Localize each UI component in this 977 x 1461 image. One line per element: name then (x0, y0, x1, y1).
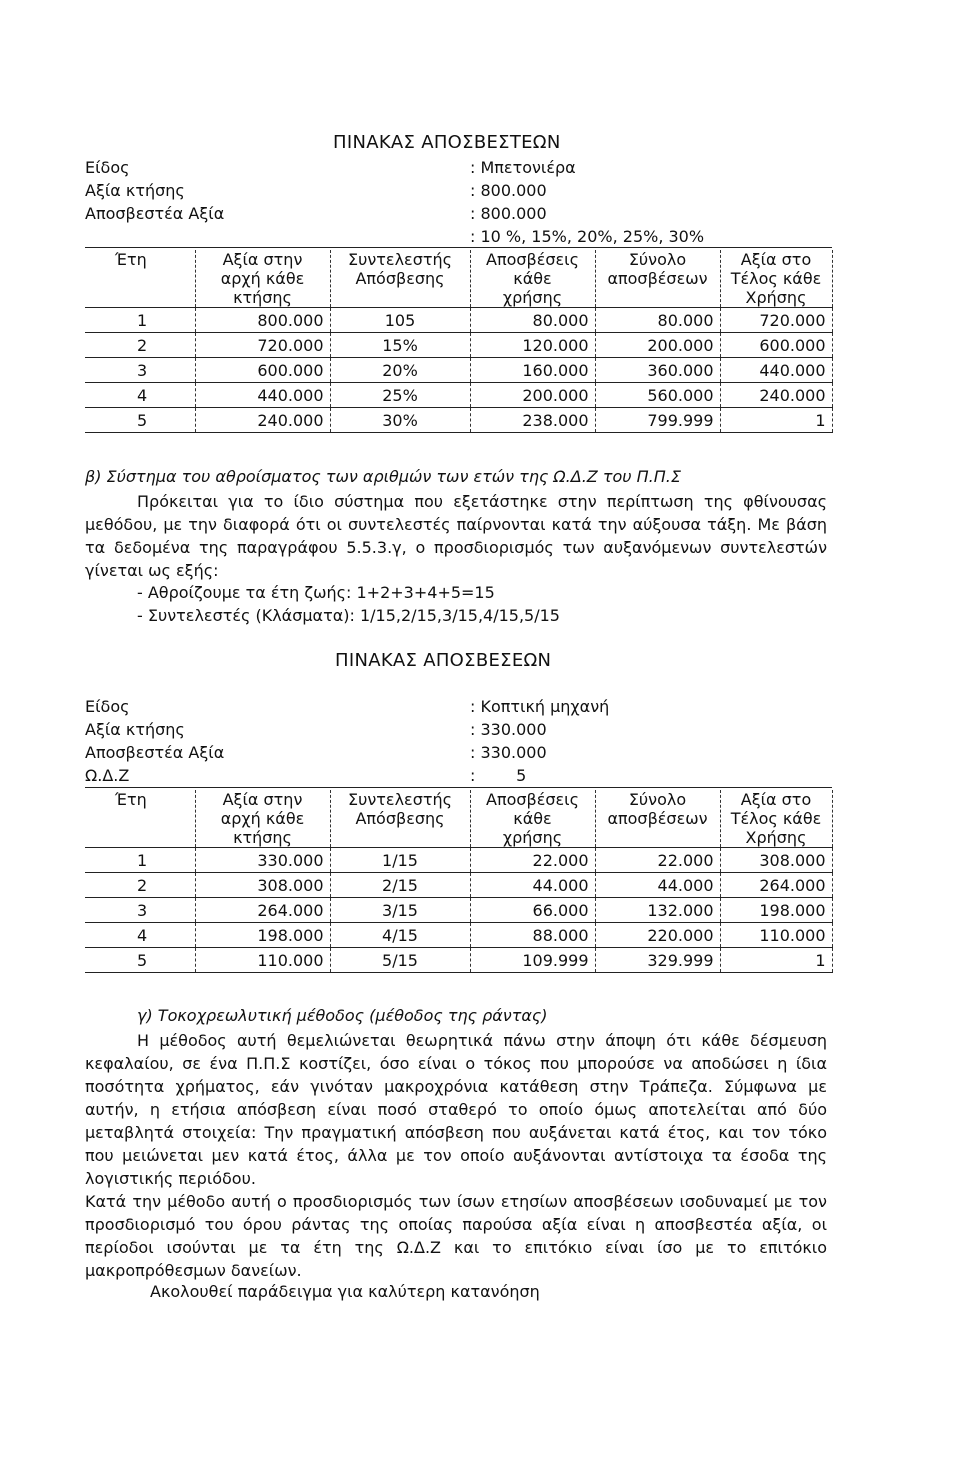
table1-title: ΠΙΝΑΚΑΣ ΑΠΟΣΒΕΣΤΕΩΝ (333, 132, 561, 153)
table1-header-depreciation: Αποσβέσεις κάθε χρήσης (470, 250, 595, 308)
table-cell: 120.000 (470, 333, 595, 358)
table-cell: 3 (85, 898, 195, 923)
table-cell: 3 (85, 358, 195, 383)
table-cell: 330.000 (195, 848, 330, 873)
table1-header-rate: Συντελεστής Απόσβεσης (330, 250, 470, 308)
table-cell: 1 (720, 408, 832, 433)
table-cell: 110.000 (195, 948, 330, 973)
table-cell: 600.000 (195, 358, 330, 383)
table-cell: 1 (85, 308, 195, 333)
table-cell: 264.000 (195, 898, 330, 923)
table2-header-years: Έτη (85, 790, 195, 848)
table-cell: 440.000 (720, 358, 832, 383)
table1-header-total: Σύνολο αποσβέσεων (595, 250, 720, 308)
table1-top-rule (85, 247, 832, 248)
section-b-paragraph: Πρόκειται για το ίδιο σύστημα που εξετάστηκε στην περίπτωση της φθίνουσας μεθόδου, με την διαφορά ότι οι συντελεστές παίρνονται κατά την αύξουσα τάξη. Με βάση τα δεδομένα της παραγράφου 5.5.3.γ, ο προσδιορισμός των αυξανόμενων συντελεστών γίνεται ως εξής: (85, 492, 827, 580)
table-cell: 15% (330, 333, 470, 358)
table-row (85, 308, 832, 333)
table1-header-end-value: Αξία στο Τέλος κάθε Χρήσης (720, 250, 832, 308)
table-cell: 198.000 (195, 923, 330, 948)
table2-meta-value-depreciable: : 330.000 (470, 743, 547, 762)
table-cell: 2 (85, 333, 195, 358)
table-cell: 5/15 (330, 948, 470, 973)
table2-meta-label-item: Είδος (85, 697, 130, 716)
table-cell: 240.000 (720, 383, 832, 408)
table-cell: 220.000 (595, 923, 720, 948)
table2-header-end-value: Αξία στο Τέλος κάθε Χρήσης (720, 790, 832, 848)
table1-meta-label-item: Είδος (85, 158, 130, 177)
table1-meta-value-cost: : 800.000 (470, 181, 547, 200)
table-cell: 360.000 (595, 358, 720, 383)
table-cell: 25% (330, 383, 470, 408)
table-cell: 5 (85, 948, 195, 973)
table2-header-total: Σύνολο αποσβέσεων (595, 790, 720, 848)
table-cell: 5 (85, 408, 195, 433)
table-row (85, 948, 832, 973)
table-cell: 200.000 (595, 333, 720, 358)
table2-meta-value-life: : 5 (470, 766, 527, 785)
section-c-paragraph-1: Η μέθοδος αυτή θεμελιώνεται θεωρητικά πάνω στην άποψη ότι κάθε δέσμευση κεφαλαίου, σε ένα Π.Π.Σ κοστίζει, όσο είναι ο τόκος που μπορούσε να αποδώσει η ίδια ποσότητα χρήματος, εάν γινόταν μακροχρόνια κατάθεση στην Τράπεζα. Σύμφωνα με αυτήν, η ετήσια απόσβεση είναι ποσό σταθερό το οποίο όμως αποτελείται από δύο μεταβλητά στοιχεία: Την πραγματική απόσβεση που αυξάνεται κατά έτος, και τον τόκο που μειώνεται μεν κατά έτος, άλλα με τον οποίο αυξάνονται αντίστοιχα τα έσοδα της λογιστικής περιόδου. (85, 1031, 827, 1188)
table-cell: 720.000 (720, 308, 832, 333)
table2-meta-label-depreciable: Αποσβεστέα Αξία (85, 743, 225, 762)
table-cell: 80.000 (595, 308, 720, 333)
table2-meta-value-item: : Κοπτική μηχανή (470, 697, 610, 716)
table1-meta-value-item: : Μπετονιέρα (470, 158, 576, 177)
table-cell: 600.000 (720, 333, 832, 358)
table2-header-rate: Συντελεστής Απόσβεσης (330, 790, 470, 848)
table-cell: 4 (85, 383, 195, 408)
table-row (85, 358, 832, 383)
table2 (85, 790, 833, 973)
section-b-bullet-1: - Αθροίζουμε τα έτη ζωής: 1+2+3+4+5=15 (137, 583, 495, 602)
table-cell: 20% (330, 358, 470, 383)
table-cell: 132.000 (595, 898, 720, 923)
table-cell: 1 (720, 948, 832, 973)
table-cell: 440.000 (195, 383, 330, 408)
table-row (85, 333, 832, 358)
table-cell: 1/15 (330, 848, 470, 873)
table-cell: 22.000 (595, 848, 720, 873)
table-cell: 110.000 (720, 923, 832, 948)
table-cell: 4 (85, 923, 195, 948)
table-cell: 4/15 (330, 923, 470, 948)
table1-header-row (85, 250, 832, 308)
table1-meta-value-rates: : 10 %, 15%, 20%, 25%, 30% (470, 227, 705, 246)
table-row (85, 383, 832, 408)
section-c-paragraph-3: Ακολουθεί παράδειγμα για καλύτερη κατανόηση (150, 1282, 540, 1301)
table-cell: 44.000 (595, 873, 720, 898)
table-cell: 198.000 (720, 898, 832, 923)
table-cell: 264.000 (720, 873, 832, 898)
table2-meta-label-cost: Αξία κτήσης (85, 720, 185, 739)
table2-meta-value-cost: : 330.000 (470, 720, 547, 739)
table-cell: 22.000 (470, 848, 595, 873)
table1-meta-label-cost: Αξία κτήσης (85, 181, 185, 200)
table-row (85, 898, 832, 923)
table2-header-depreciation: Αποσβέσεις κάθε χρήσης (470, 790, 595, 848)
table1-header-years: Έτη (85, 250, 195, 308)
table-cell: 200.000 (470, 383, 595, 408)
table-row (85, 873, 832, 898)
table-cell: 30% (330, 408, 470, 433)
table-cell: 329.999 (595, 948, 720, 973)
table-cell: 105 (330, 308, 470, 333)
table-cell: 66.000 (470, 898, 595, 923)
table-cell: 308.000 (720, 848, 832, 873)
table-cell: 80.000 (470, 308, 595, 333)
table1 (85, 250, 833, 433)
table-cell: 800.000 (195, 308, 330, 333)
table-cell: 308.000 (195, 873, 330, 898)
section-c-heading: γ) Τοκοχρεωλυτική μέθοδος (μέθοδος της ράντας) (137, 1006, 548, 1025)
table-row (85, 923, 832, 948)
section-b-heading: β) Σύστημα του αθροίσματος των αριθμών των ετών της Ω.Δ.Ζ του Π.Π.Σ (85, 467, 681, 486)
table2-header-row (85, 790, 832, 848)
section-c-paragraph-2: Κατά την μέθοδο αυτή ο προσδιορισμός των ίσων ετησίων αποσβέσεων ισοδυναμεί με τον προσδιορισμό του όρου ράντας της οποίας παρούσα αξία είναι η αποσβεστέα αξία, οι περίοδοι ισούνται με τα έτη της Ω.Δ.Ζ και το επιτόκιο είναι ίσο με το επιτόκιο μακροπρόθεσμων δανείων. (85, 1192, 827, 1280)
table-row (85, 848, 832, 873)
table-cell: 3/15 (330, 898, 470, 923)
table1-meta-value-depreciable: : 800.000 (470, 204, 547, 223)
table2-header-start-value: Αξία στην αρχή κάθε κτήσης (195, 790, 330, 848)
section-b-bullet-2: - Συντελεστές (Κλάσματα): 1/15,2/15,3/15,4/15,5/15 (137, 606, 560, 625)
table1-meta-label-depreciable: Αποσβεστέα Αξία (85, 204, 225, 223)
table-cell: 44.000 (470, 873, 595, 898)
table-cell: 109.999 (470, 948, 595, 973)
table-row (85, 408, 832, 433)
table-cell: 240.000 (195, 408, 330, 433)
table-cell: 2/15 (330, 873, 470, 898)
table1-header-start-value: Αξία στην αρχή κάθε κτήσης (195, 250, 330, 308)
table-cell: 720.000 (195, 333, 330, 358)
table2-top-rule (85, 787, 832, 788)
table2-meta-label-life: Ω.Δ.Ζ (85, 766, 130, 785)
table-cell: 2 (85, 873, 195, 898)
table-cell: 238.000 (470, 408, 595, 433)
table-cell: 560.000 (595, 383, 720, 408)
table-cell: 799.999 (595, 408, 720, 433)
table-cell: 1 (85, 848, 195, 873)
table-cell: 160.000 (470, 358, 595, 383)
table2-title: ΠΙΝΑΚΑΣ ΑΠΟΣΒΕΣΕΩΝ (335, 650, 552, 671)
table-cell: 88.000 (470, 923, 595, 948)
